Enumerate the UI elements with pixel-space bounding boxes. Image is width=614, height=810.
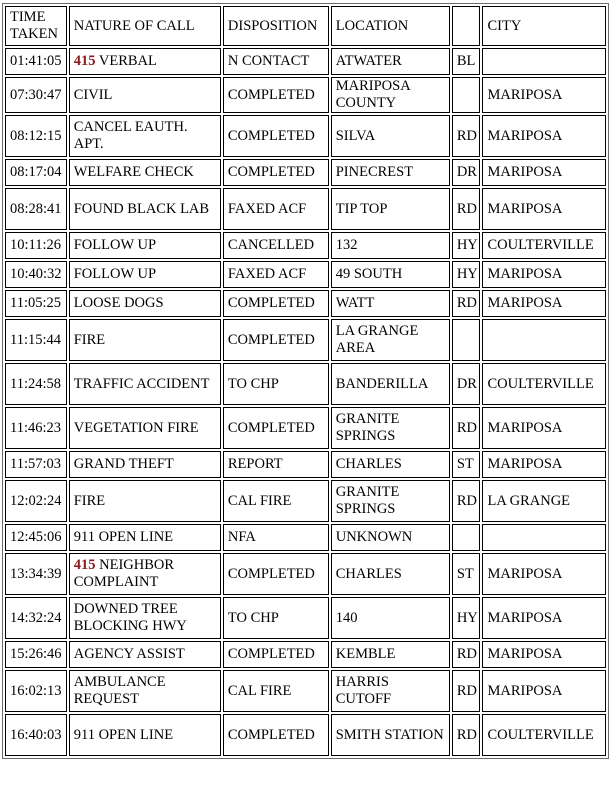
nature-text: 911 OPEN LINE xyxy=(73,726,174,743)
cell-nature-of-call xyxy=(69,714,221,756)
cell-disposition: TO CHP xyxy=(223,363,329,405)
cell-location: 49 SOUTH xyxy=(331,261,450,288)
cell-time-taken: 13:34:39 xyxy=(5,553,67,595)
cell-disposition: COMPLETED xyxy=(223,641,329,668)
cell-location: PINECREST xyxy=(331,159,450,186)
cell-location: GRANITE SPRINGS xyxy=(331,480,450,522)
cell-street-suffix: RD xyxy=(452,641,481,668)
cell-nature-of-call xyxy=(69,261,221,288)
cell-location: WATT xyxy=(331,290,450,317)
cell-location: UNKNOWN xyxy=(331,524,450,551)
cell-street-suffix: HY xyxy=(452,232,481,259)
nature-text: NEIGHBOR COMPLAINT xyxy=(73,557,175,590)
cell-city: MARIPOSA xyxy=(482,188,606,230)
cell-disposition: FAXED ACF xyxy=(223,261,329,288)
header-city: CITY xyxy=(482,6,606,46)
cell-city: MARIPOSA xyxy=(482,451,606,478)
cell-time-taken: 12:45:06 xyxy=(5,524,67,551)
nature-text: TRAFFIC ACCIDENT xyxy=(73,375,210,392)
cell-nature-of-call xyxy=(69,407,221,449)
cell-location: SMITH STATION xyxy=(331,714,450,756)
cell-nature-of-call xyxy=(69,597,221,639)
cell-disposition: REPORT xyxy=(223,451,329,478)
cell-city xyxy=(482,524,606,551)
cell-location: SILVA xyxy=(331,115,450,157)
cell-nature-of-call xyxy=(69,319,221,361)
nature-text: FOLLOW UP xyxy=(73,266,157,282)
cell-time-taken: 01:41:05 xyxy=(5,48,67,75)
cell-time-taken: 14:32:24 xyxy=(5,597,67,639)
cell-street-suffix: RD xyxy=(452,670,481,712)
cell-time-taken: 11:57:03 xyxy=(5,451,67,478)
cell-disposition: COMPLETED xyxy=(223,714,329,756)
table-row xyxy=(5,232,606,259)
cell-time-taken: 11:46:23 xyxy=(5,407,67,449)
cell-city: COULTERVILLE xyxy=(482,232,606,259)
cell-nature-of-call xyxy=(69,363,221,405)
cell-disposition: CAL FIRE xyxy=(223,480,329,522)
cell-city xyxy=(482,48,606,75)
header-street-suffix xyxy=(452,6,481,46)
nature-text: CANCEL EAUTH. APT. xyxy=(73,119,188,152)
cell-location: CHARLES xyxy=(331,451,450,478)
cell-nature-of-call xyxy=(69,188,221,230)
cell-disposition: COMPLETED xyxy=(223,159,329,186)
cell-city: COULTERVILLE xyxy=(482,363,606,405)
call-code-label: 415 xyxy=(73,557,96,573)
cell-nature-of-call xyxy=(69,290,221,317)
nature-text: FIRE xyxy=(73,331,106,348)
cell-street-suffix: ST xyxy=(452,451,481,478)
nature-text: AMBULANCE REQUEST xyxy=(73,674,166,707)
header-row xyxy=(5,6,606,46)
cell-time-taken: 16:02:13 xyxy=(5,670,67,712)
cell-location: KEMBLE xyxy=(331,641,450,668)
table-row xyxy=(5,290,606,317)
table-row xyxy=(5,363,606,405)
cell-street-suffix: RD xyxy=(452,480,481,522)
cell-location: ATWATER xyxy=(331,48,450,75)
cell-street-suffix: RD xyxy=(452,188,481,230)
nature-text: LOOSE DOGS xyxy=(73,295,164,311)
call-log-table xyxy=(2,3,609,759)
table-row xyxy=(5,188,606,230)
cell-disposition: COMPLETED xyxy=(223,115,329,157)
cell-street-suffix xyxy=(452,77,481,113)
cell-street-suffix: DR xyxy=(452,363,481,405)
nature-text: WELFARE CHECK xyxy=(73,164,194,180)
table-row xyxy=(5,714,606,756)
table-row xyxy=(5,261,606,288)
nature-text: FIRE xyxy=(73,492,106,509)
call-code-label: 415 xyxy=(73,53,96,69)
cell-location: HARRIS CUTOFF xyxy=(331,670,450,712)
cell-street-suffix: HY xyxy=(452,261,481,288)
table-row xyxy=(5,115,606,157)
table-row xyxy=(5,597,606,639)
cell-street-suffix: HY xyxy=(452,597,481,639)
cell-nature-of-call xyxy=(69,480,221,522)
table-row xyxy=(5,553,606,595)
cell-nature-of-call xyxy=(69,451,221,478)
cell-time-taken: 08:17:04 xyxy=(5,159,67,186)
cell-disposition: TO CHP xyxy=(223,597,329,639)
cell-location: 132 xyxy=(331,232,450,259)
nature-text: GRAND THEFT xyxy=(73,456,174,472)
cell-location: BANDERILLA xyxy=(331,363,450,405)
cell-city: LA GRANGE xyxy=(482,480,606,522)
cell-street-suffix xyxy=(452,524,481,551)
nature-text: AGENCY ASSIST xyxy=(73,646,185,662)
table-row xyxy=(5,524,606,551)
cell-location: LA GRANGE AREA xyxy=(331,319,450,361)
cell-time-taken: 10:11:26 xyxy=(5,232,67,259)
header-nature-of-call: NATURE OF CALL xyxy=(69,6,221,46)
cell-disposition: CAL FIRE xyxy=(223,670,329,712)
cell-time-taken: 16:40:03 xyxy=(5,714,67,756)
table-row xyxy=(5,670,606,712)
cell-location: CHARLES xyxy=(331,553,450,595)
cell-nature-of-call xyxy=(69,524,221,551)
cell-disposition: COMPLETED xyxy=(223,553,329,595)
cell-disposition: COMPLETED xyxy=(223,407,329,449)
cell-time-taken: 11:15:44 xyxy=(5,319,67,361)
cell-disposition: NFA xyxy=(223,524,329,551)
cell-city: MARIPOSA xyxy=(482,407,606,449)
cell-street-suffix: RD xyxy=(452,115,481,157)
cell-nature-of-call xyxy=(69,553,221,595)
cell-street-suffix: BL xyxy=(452,48,481,75)
cell-street-suffix: ST xyxy=(452,553,481,595)
cell-time-taken: 07:30:47 xyxy=(5,77,67,113)
cell-time-taken: 11:05:25 xyxy=(5,290,67,317)
cell-street-suffix: RD xyxy=(452,407,481,449)
header-time: TIME TAKEN xyxy=(5,6,67,46)
cell-location: MARIPOSA COUNTY xyxy=(331,77,450,113)
table-row xyxy=(5,319,606,361)
cell-city: MARIPOSA xyxy=(482,290,606,317)
cell-disposition: FAXED ACF xyxy=(223,188,329,230)
table-row xyxy=(5,48,606,75)
cell-nature-of-call xyxy=(69,115,221,157)
table-row xyxy=(5,641,606,668)
cell-nature-of-call xyxy=(69,232,221,259)
cell-city: MARIPOSA xyxy=(482,115,606,157)
cell-location: 140 xyxy=(331,597,450,639)
cell-time-taken: 08:12:15 xyxy=(5,115,67,157)
cell-nature-of-call xyxy=(69,159,221,186)
cell-city xyxy=(482,319,606,361)
cell-city: MARIPOSA xyxy=(482,77,606,113)
cell-location: GRANITE SPRINGS xyxy=(331,407,450,449)
cell-city: MARIPOSA xyxy=(482,261,606,288)
nature-text: FOUND BLACK LAB xyxy=(73,200,210,217)
cell-street-suffix: DR xyxy=(452,159,481,186)
cell-street-suffix: RD xyxy=(452,290,481,317)
cell-disposition: COMPLETED xyxy=(223,77,329,113)
cell-disposition: COMPLETED xyxy=(223,319,329,361)
table-row xyxy=(5,480,606,522)
cell-time-taken: 11:24:58 xyxy=(5,363,67,405)
table-row xyxy=(5,159,606,186)
nature-text: VEGETATION FIRE xyxy=(73,419,199,436)
cell-nature-of-call xyxy=(69,77,221,113)
nature-text: VERBAL xyxy=(98,53,157,69)
header-location: LOCATION xyxy=(331,6,450,46)
table-row xyxy=(5,407,606,449)
cell-time-taken: 15:26:46 xyxy=(5,641,67,668)
cell-disposition: COMPLETED xyxy=(223,290,329,317)
cell-city: MARIPOSA xyxy=(482,641,606,668)
cell-street-suffix xyxy=(452,319,481,361)
nature-text: CIVIL xyxy=(73,86,113,103)
cell-city: MARIPOSA xyxy=(482,159,606,186)
cell-location: TIP TOP xyxy=(331,188,450,230)
cell-disposition: CANCELLED xyxy=(223,232,329,259)
cell-city: COULTERVILLE xyxy=(482,714,606,756)
nature-text: 911 OPEN LINE xyxy=(73,529,174,545)
cell-nature-of-call xyxy=(69,641,221,668)
cell-nature-of-call xyxy=(69,670,221,712)
cell-disposition: N CONTACT xyxy=(223,48,329,75)
nature-text: FOLLOW UP xyxy=(73,237,157,253)
cell-time-taken: 08:28:41 xyxy=(5,188,67,230)
cell-city: MARIPOSA xyxy=(482,597,606,639)
cell-street-suffix: RD xyxy=(452,714,481,756)
cell-nature-of-call xyxy=(69,48,221,75)
cell-time-taken: 12:02:24 xyxy=(5,480,67,522)
cell-city: MARIPOSA xyxy=(482,553,606,595)
table-row xyxy=(5,77,606,113)
cell-time-taken: 10:40:32 xyxy=(5,261,67,288)
table-row xyxy=(5,451,606,478)
cell-city: MARIPOSA xyxy=(482,670,606,712)
header-disposition: DISPOSITION xyxy=(223,6,329,46)
nature-text: DOWNED TREE BLOCKING HWY xyxy=(73,601,187,634)
